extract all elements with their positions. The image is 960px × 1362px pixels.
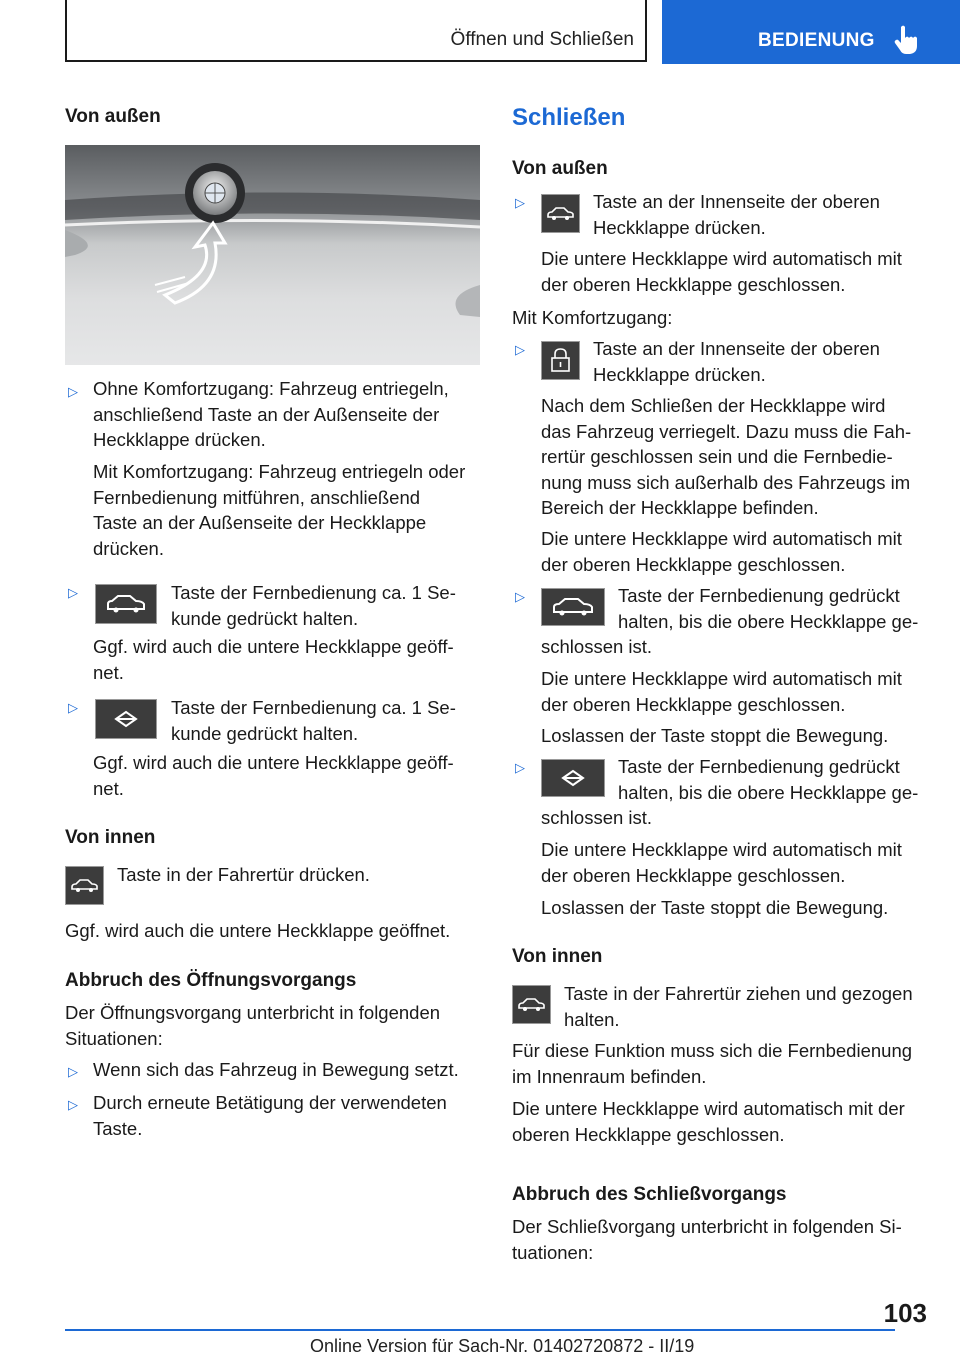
r-abort-text: Der Schließvorgang unterbricht in folgenden Si- tuationen: bbox=[512, 1216, 902, 1263]
r-bullet-4-subtext: Die untere Heckklappe wird automatisch mit der oberen Heckklappe geschlossen. bbox=[541, 839, 902, 886]
abort-text: Der Öffnungsvorgang unterbricht in folgenden Situationen: bbox=[65, 1002, 441, 1049]
door-key-icon bbox=[512, 985, 551, 1024]
r-bullet-4-text: Taste der Fernbedienung gedrückt halten, bis die obere Heckklappe ge- bbox=[618, 756, 919, 803]
heading-von-aussen-right: Von außen bbox=[512, 158, 608, 179]
bullet-triangle-icon: ▷ bbox=[68, 384, 78, 399]
r-bullet-4-wrap: schlossen ist. bbox=[541, 807, 653, 828]
online-version-text: Online Version für Sach-Nr. 01402720872 - II/19 bbox=[310, 1336, 695, 1356]
r-bullet-2-subtext-2: Die untere Heckklappe wird automatisch mit der oberen Heckklappe geschlossen. bbox=[541, 528, 902, 575]
abort-bullet-1: Wenn sich das Fahrzeug in Bewegung setzt. bbox=[93, 1059, 459, 1080]
bullet-triangle-icon: ▷ bbox=[68, 585, 78, 600]
heading-von-aussen-left: Von außen bbox=[65, 106, 161, 127]
inner-tailgate-key-icon bbox=[541, 194, 580, 233]
inside-note: Ggf. wird auch die untere Heckklappe geöffnet. bbox=[65, 920, 451, 941]
door-key-icon bbox=[65, 866, 104, 905]
chapter-label: BEDIENUNG bbox=[758, 30, 875, 51]
r-bullet-3-subtext: Die untere Heckklappe wird automatisch mit der oberen Heckklappe geschlossen. bbox=[541, 668, 902, 715]
bullet-triangle-icon: ▷ bbox=[68, 1064, 78, 1079]
inside-text: Taste in der Fahrertür drücken. bbox=[117, 864, 370, 885]
bullet-triangle-icon: ▷ bbox=[68, 1097, 78, 1112]
remote-diamond-key-icon bbox=[95, 699, 157, 739]
bullet-2-subtext: Ggf. wird auch die untere Heckklappe geöff- net. bbox=[93, 636, 454, 683]
page-number: 103 bbox=[883, 1298, 927, 1328]
bullet-triangle-icon: ▷ bbox=[515, 195, 525, 210]
pointing-hand-icon bbox=[893, 24, 923, 56]
car-tailgate-key-icon bbox=[541, 588, 605, 626]
r-bullet-3-text: Taste der Fernbedienung gedrückt halten, bis die obere Heckklappe ge- bbox=[618, 585, 919, 632]
r-bullet-4-stop: Loslassen der Taste stoppt die Bewegung. bbox=[541, 897, 889, 918]
footer-divider bbox=[65, 1329, 895, 1331]
bullet-1-subtext: Mit Komfortzugang: Fahrzeug entriegeln oder Fernbedienung mitführen, anschließend Taste an der Außenseite der Heckklappe drücken. bbox=[93, 461, 466, 559]
r-bullet-1-text: Taste an der Innenseite der oberen Heckklappe drücken. bbox=[593, 191, 880, 238]
section-title: Öffnen und Schließen bbox=[450, 29, 634, 50]
bullet-3-subtext: Ggf. wird auch die untere Heckklappe geöff- net. bbox=[93, 752, 454, 799]
heading-abbruch-oeffnung: Abbruch des Öffnungsvorgangs bbox=[65, 970, 357, 991]
heading-von-innen-right: Von innen bbox=[512, 946, 603, 967]
bullet-3-text: Taste der Fernbedienung ca. 1 Se- kunde gedrückt halten. bbox=[171, 697, 456, 744]
bullet-triangle-icon: ▷ bbox=[515, 760, 525, 775]
abort-bullet-2: Durch erneute Betätigung der verwendeten Taste. bbox=[93, 1092, 447, 1139]
r-bullet-3-stop: Loslassen der Taste stoppt die Bewegung. bbox=[541, 725, 889, 746]
tailgate-photo bbox=[65, 145, 480, 365]
lock-key-icon bbox=[541, 341, 580, 380]
car-tailgate-key-icon bbox=[95, 584, 157, 624]
bullet-triangle-icon: ▷ bbox=[68, 700, 78, 715]
bullet-2-text: Taste der Fernbedienung ca. 1 Se- kunde gedrückt halten. bbox=[171, 582, 456, 629]
remote-diamond-key-icon bbox=[541, 759, 605, 797]
r-bullet-1-subtext: Die untere Heckklappe wird automatisch mit der oberen Heckklappe geschlossen. bbox=[541, 248, 902, 295]
r-bullet-2-text: Taste an der Innenseite der oberen Heckklappe drücken. bbox=[593, 338, 880, 385]
heading-von-innen-left: Von innen bbox=[65, 827, 156, 848]
r-bullet-2-subtext: Nach dem Schließen der Heckklappe wird das Fahrzeug verriegelt. Dazu muss die Fah- rertür geschlossen sein und die Fernbedie- nung muss sich außerhalb des Fahrzeugs im Bereich der Heckklappe befinden. bbox=[541, 395, 912, 518]
r-inside-text: Taste in der Fahrertür ziehen und gezogen halten. bbox=[564, 983, 913, 1030]
comfort-label: Mit Komfortzugang: bbox=[512, 307, 673, 328]
bullet-triangle-icon: ▷ bbox=[515, 589, 525, 604]
bullet-1-text: Ohne Komfortzugang: Fahrzeug entriegeln, anschließend Taste an der Außenseite der Heckklappe drücken. bbox=[93, 378, 449, 450]
r-bullet-3-wrap: schlossen ist. bbox=[541, 636, 653, 657]
r-inside-note-2: Die untere Heckklappe wird automatisch mit der oberen Heckklappe geschlossen. bbox=[512, 1098, 905, 1145]
heading-abbruch-schliessen: Abbruch des Schließvorgangs bbox=[512, 1184, 787, 1205]
bullet-triangle-icon: ▷ bbox=[515, 342, 525, 357]
heading-schliessen: Schließen bbox=[512, 104, 626, 131]
r-inside-note-1: Für diese Funktion muss sich die Fernbedienung im Innenraum befinden. bbox=[512, 1040, 913, 1087]
